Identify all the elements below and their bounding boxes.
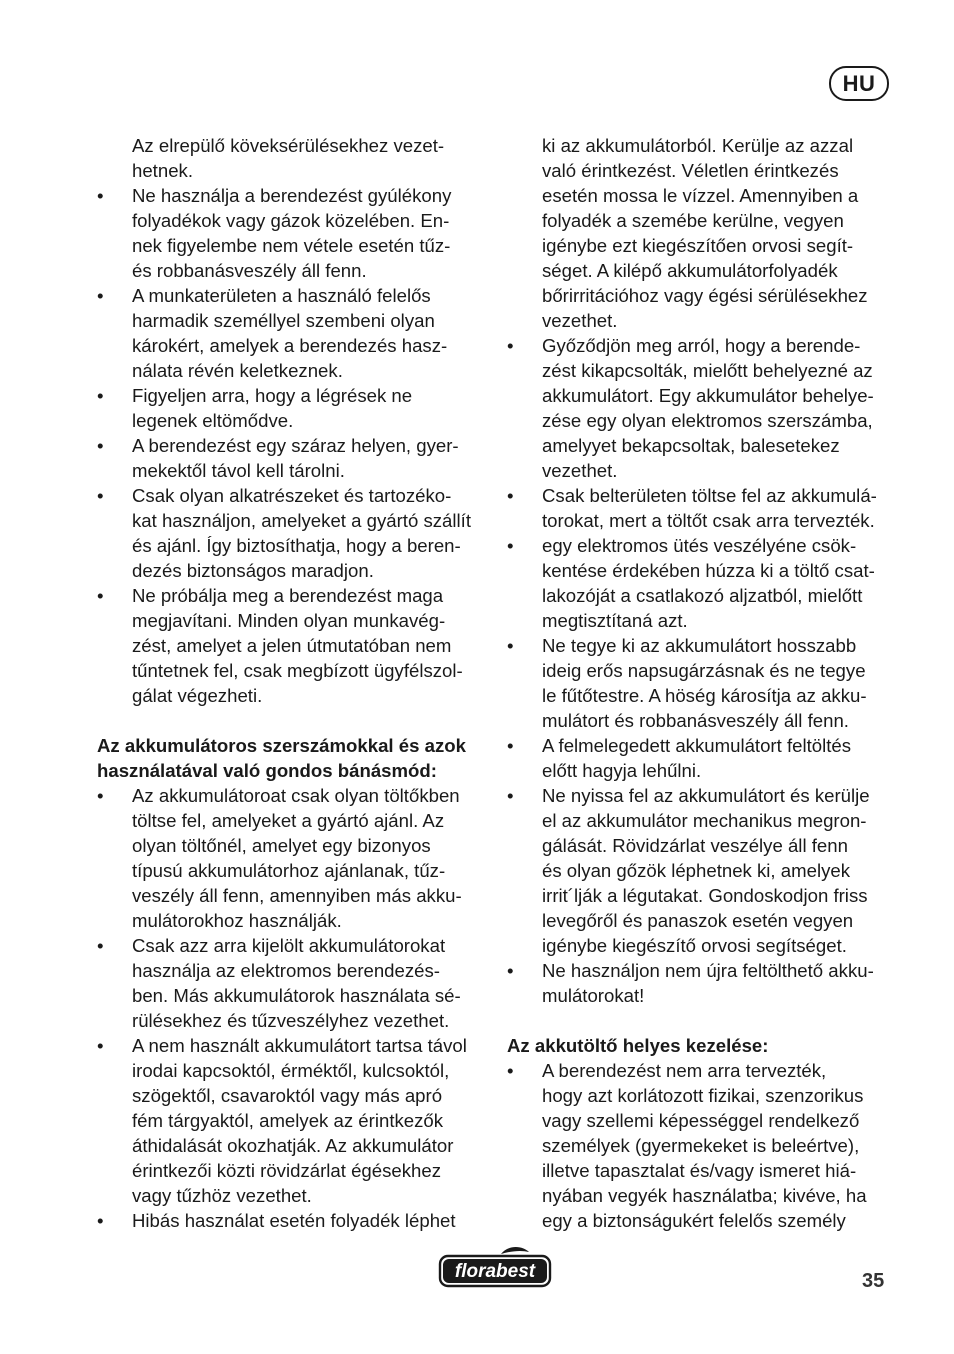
text-line: Ne próbálja meg a berendezést maga — [132, 585, 444, 606]
text-line: megtisztítaná azt. — [542, 610, 688, 631]
bullet-icon: • — [97, 185, 104, 206]
bullet-icon: • — [507, 960, 514, 981]
text-line: Csak belterületen töltse fel az akkumulá- — [542, 485, 877, 506]
text-line: illetve tapasztalat és/vagy ismeret hiá- — [542, 1160, 857, 1181]
text-line: típusú akkumulátorhoz ajánlanak, tűz- — [132, 860, 446, 881]
text-line: zést, amelyet a jelen útmutatóban nem — [132, 635, 452, 656]
list-item — [97, 1208, 487, 1233]
text-line: A munkaterületen a használó felelős — [132, 285, 431, 306]
text-line: megjavítani. Minden olyan munkavég- — [132, 610, 446, 631]
text-line: vezethet. — [542, 310, 618, 331]
bullet-icon: • — [97, 1035, 104, 1056]
text-line: veszély áll fenn, amennyiben más akku- — [132, 885, 462, 906]
bullet-icon: • — [97, 385, 104, 406]
text-line: gálását. Rövidzárlat veszélye áll fenn — [542, 835, 848, 856]
text-line: dezés biztonságos maradjon. — [132, 560, 374, 581]
list-item — [507, 733, 897, 783]
text-line: nálata révén keletkeznek. — [132, 360, 343, 381]
text-line: igénybe ezt kiegészítően orvosi segít- — [542, 235, 854, 256]
text-line: Csak olyan alkatrészeket és tartozéko- — [132, 485, 452, 506]
text-line: bőrirritációhoz vagy égési sérülésekhez — [542, 285, 868, 306]
list-item — [97, 583, 487, 708]
text-line: nek figyelembe nem vétele esetén tűz- — [132, 235, 451, 256]
text-line: Az akkutöltő helyes kezelése: — [507, 1035, 769, 1056]
text-line: fém tárgyaktól, amelyek az érintkezők — [132, 1110, 444, 1131]
text-line: szögektől, csavaroktól vagy más apró — [132, 1085, 443, 1106]
text-line: és olyan gőzök léphetnek ki, amelyek — [542, 860, 851, 881]
text-line: Az akkumulátoroat csak olyan töltőkben — [132, 785, 460, 806]
text-line: töltse fel, amelyeket a gyártó ajánl. Az — [132, 810, 445, 831]
text-line: hetnek. — [132, 160, 193, 181]
text-line: Az akkumulátoros szerszámokkal és azok — [97, 735, 466, 756]
text-line: Figyeljen arra, hogy a légrések ne — [132, 385, 413, 406]
text-line: ben. Más akkumulátorok használata sé- — [132, 985, 461, 1006]
text-line: esetén mossa le vízzel. Amennyiben a — [542, 185, 859, 206]
text-line: rülésekhez és tűzveszélyhez vezethet. — [132, 1010, 450, 1031]
text-line: gálat végezheti. — [132, 685, 263, 706]
text-line: ki az akkumulátorból. Kerülje az azzal — [542, 135, 854, 156]
text-line: Ne használjon nem újra feltölthető akku- — [542, 960, 874, 981]
bullet-icon: • — [507, 785, 514, 806]
right-column — [507, 133, 897, 1233]
bullet-icon: • — [507, 485, 514, 506]
text-line: személyek (gyermekeket is beleértve), — [542, 1135, 860, 1156]
text-line: használatával való gondos bánásmód: — [97, 760, 437, 781]
text-line: Csak azz arra kijelölt akkumulátorokat — [132, 935, 446, 956]
spacer — [97, 708, 487, 733]
text-line: és robbanásveszély áll fenn. — [132, 260, 367, 281]
text-line: folyadék a szemébe kerülne, vegyen — [542, 210, 844, 231]
bullet-icon: • — [97, 485, 104, 506]
text-line: mulátorokat! — [542, 985, 645, 1006]
bullet-icon: • — [97, 285, 104, 306]
list-item — [507, 533, 897, 633]
text-line: akkumulátort. Egy akkumulátor behelye- — [542, 385, 874, 406]
text-line: A felmelegedett akkumulátort feltöltés — [542, 735, 852, 756]
text-line: egy a biztonságukért felelős személy — [542, 1210, 846, 1231]
text-line: amelyyet bekapcsoltak, balesetekez — [542, 435, 840, 456]
list-item — [97, 433, 487, 483]
text-line: egy elektromos ütés veszélyéne csök- — [542, 535, 857, 556]
text-line: lakozóját a csatlakozó aljzatból, mielőtt — [542, 585, 863, 606]
bullet-icon: • — [507, 735, 514, 756]
section-heading — [97, 733, 487, 783]
bullet-icon: • — [97, 785, 104, 806]
bullet-icon: • — [507, 335, 514, 356]
text-line: mekektől távol kell tárolni. — [132, 460, 345, 481]
text-line: mulátorokhoz használják. — [132, 910, 342, 931]
list-item — [507, 958, 897, 1008]
list-item — [97, 783, 487, 933]
list-item — [97, 183, 487, 283]
bullet-icon: • — [507, 635, 514, 656]
list-item — [507, 633, 897, 733]
text-line: olyan töltőnél, amelyet egy bizonyos — [132, 835, 431, 856]
text-line: és ajánl. Így biztosíthatja, hogy a beren- — [132, 535, 461, 556]
bullet-icon: • — [507, 535, 514, 556]
list-item — [507, 783, 897, 958]
text-line: mulátort és robbanásveszély áll fenn. — [542, 710, 849, 731]
text-line: károkért, amelyek a berendezés hasz- — [132, 335, 448, 356]
text-line: vagy tűzhöz vezethet. — [132, 1185, 312, 1206]
text-line: Az elrepülő köveksérülésekhez vezet- — [132, 135, 445, 156]
text-line: A berendezést egy száraz helyen, gyer- — [132, 435, 459, 456]
list-item — [507, 483, 897, 533]
text-line: hogy azt korlátozott fizikai, szenzorikus — [542, 1085, 864, 1106]
florabest-logo — [437, 1246, 553, 1290]
text-line: harmadik személlyel szembeni olyan — [132, 310, 435, 331]
text-line: Győződjön meg arról, hogy a berende- — [542, 335, 861, 356]
text-line: le fűtőtestre. A höség károsítja az akku- — [542, 685, 867, 706]
text-line: zése egy olyan elektromos szerszámba, — [542, 410, 873, 431]
text-line: zést kikapcsolták, mielőtt behelyezné az — [542, 360, 873, 381]
list-item — [97, 933, 487, 1033]
bullet-icon: • — [97, 1210, 104, 1231]
text-line: folyadékok vagy gázok közelében. En- — [132, 210, 450, 231]
text-line: torokat, mert a töltőt csak arra tervezték. — [542, 510, 875, 531]
text-line: érintkezői közti rövidzárlat égésekhez — [132, 1160, 442, 1181]
list-item — [507, 333, 897, 483]
text-line: ideig erős napsugárzásnak és ne tegye — [542, 660, 866, 681]
list-item — [507, 1058, 897, 1233]
list-item — [97, 483, 487, 583]
text-line: el az akkumulátor mechanikus megron- — [542, 810, 867, 831]
text-line: séget. A kilépő akkumulátorfolyadék — [542, 260, 838, 281]
left-column — [97, 133, 487, 1233]
bullet-icon: • — [97, 435, 104, 456]
text-line: vagy szellemi képességgel rendelkező — [542, 1110, 860, 1131]
list-item — [97, 383, 487, 433]
text-line: kentése érdekében húzza ki a töltő csat- — [542, 560, 875, 581]
language-badge: HU — [829, 66, 889, 101]
list-item — [97, 1033, 487, 1208]
text-line: A nem használt akkumulátort tartsa távol — [132, 1035, 467, 1056]
text-line: előtt hagyja lehűlni. — [542, 760, 702, 781]
text-line: irodai kapcsoktól, érméktől, kulcsoktól, — [132, 1060, 450, 1081]
text-line: levegőről és panaszok esetén vegyen — [542, 910, 854, 931]
text-line: Ne használja a berendezést gyúlékony — [132, 185, 452, 206]
text-line: A berendezést nem arra tervezték, — [542, 1060, 827, 1081]
section-heading — [507, 1033, 897, 1058]
text-line: Ne nyissa fel az akkumulátort és kerülje — [542, 785, 870, 806]
text-line: nyában vegyék használatba; kivéve, ha — [542, 1185, 867, 1206]
text-line: Ne tegye ki az akkumulátort hosszabb — [542, 635, 857, 656]
text-line: igénybe kiegészítő orvosi segítséget. — [542, 935, 847, 956]
bullet-icon: • — [507, 1060, 514, 1081]
logo-text: florabest — [454, 1261, 536, 1282]
text-line: használja az elektromos berendezés- — [132, 960, 440, 981]
text-line: áthidalását okozhatják. Az akkumulátor — [132, 1135, 454, 1156]
text-line: kat használjon, amelyeket a gyártó szállít — [132, 510, 471, 531]
text-line: irrit´lják a légutakat. Gondoskodjon friss — [542, 885, 868, 906]
page-number: 35 — [862, 1270, 885, 1292]
text-line: való érintkezést. Véletlen érintkezés — [542, 160, 839, 181]
bullet-icon: • — [97, 585, 104, 606]
text-line: Hibás használat esetén folyadék léphet — [132, 1210, 456, 1231]
text-line: legenek eltömődve. — [132, 410, 294, 431]
bullet-icon: • — [97, 935, 104, 956]
text-line: vezethet. — [542, 460, 618, 481]
spacer — [507, 1008, 897, 1033]
list-item — [97, 283, 487, 383]
text-line: tűntetnek fel, csak megbízott ügyfélszol- — [132, 660, 463, 681]
